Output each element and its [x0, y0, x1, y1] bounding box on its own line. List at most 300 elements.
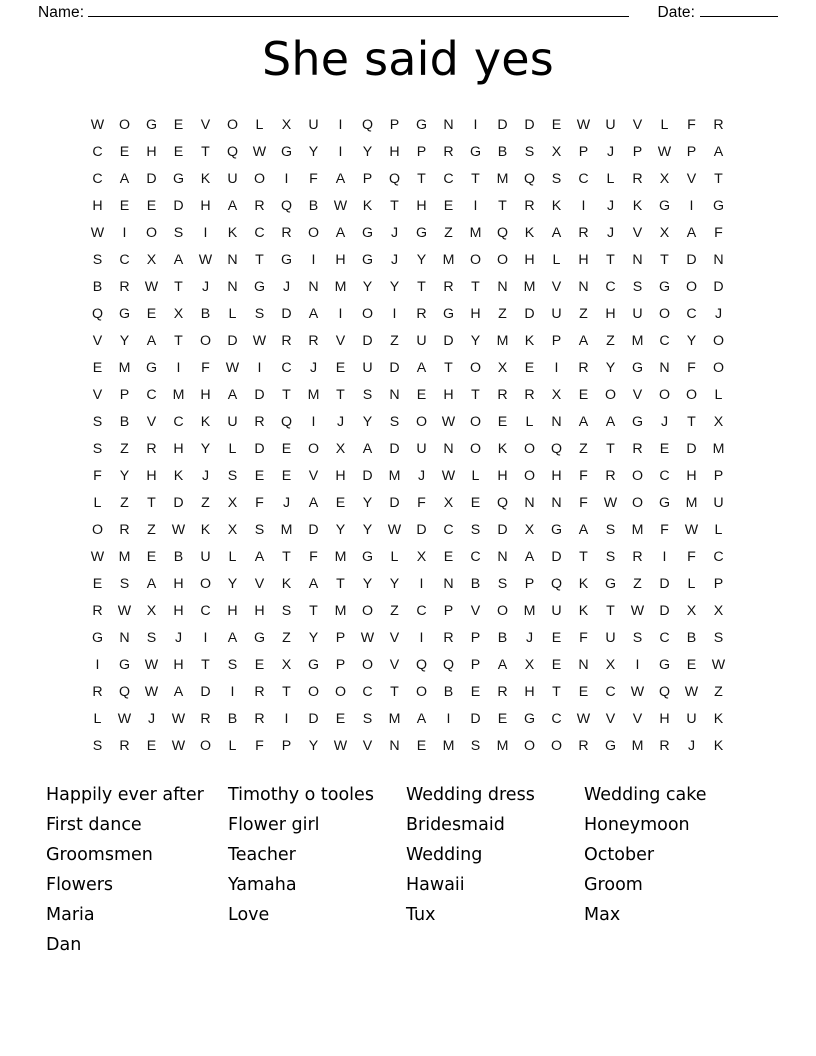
- grid-cell[interactable]: D: [524, 117, 535, 133]
- word-search-grid[interactable]: [84, 112, 732, 760]
- grid-cell[interactable]: C: [605, 684, 616, 700]
- grid-cell[interactable]: Z: [579, 441, 588, 457]
- word-list-item[interactable]: Flowers: [46, 875, 114, 895]
- grid-cell[interactable]: A: [227, 198, 238, 214]
- grid-cell[interactable]: D: [281, 306, 292, 322]
- grid-cell[interactable]: G: [253, 630, 266, 646]
- grid-cell[interactable]: W: [711, 657, 726, 673]
- grid-cell[interactable]: P: [443, 603, 454, 619]
- grid-cell[interactable]: Z: [714, 684, 723, 700]
- grid-cell[interactable]: M: [523, 279, 536, 295]
- grid-cell[interactable]: V: [92, 333, 103, 349]
- grid-cell[interactable]: S: [551, 171, 562, 187]
- grid-cell[interactable]: A: [227, 630, 238, 646]
- grid-cell[interactable]: O: [199, 333, 212, 349]
- word-list-item[interactable]: Dan: [46, 935, 82, 955]
- grid-cell[interactable]: A: [308, 306, 319, 322]
- grid-cell[interactable]: H: [227, 603, 238, 619]
- grid-cell[interactable]: H: [524, 252, 535, 268]
- grid-cell[interactable]: W: [171, 711, 186, 727]
- grid-cell[interactable]: N: [551, 495, 562, 511]
- grid-cell[interactable]: L: [525, 414, 534, 430]
- grid-cell[interactable]: Y: [119, 333, 130, 349]
- grid-cell[interactable]: K: [578, 603, 589, 619]
- grid-cell[interactable]: R: [281, 225, 292, 241]
- grid-cell[interactable]: H: [173, 603, 184, 619]
- grid-cell[interactable]: N: [389, 387, 400, 403]
- grid-cell[interactable]: S: [632, 630, 643, 646]
- grid-cell[interactable]: Z: [120, 495, 129, 511]
- grid-cell[interactable]: A: [551, 225, 562, 241]
- grid-cell[interactable]: A: [686, 225, 697, 241]
- grid-cell[interactable]: W: [441, 414, 456, 430]
- grid-cell[interactable]: W: [252, 144, 267, 160]
- grid-cell[interactable]: H: [173, 657, 184, 673]
- word-list-item[interactable]: Tux: [406, 905, 436, 925]
- grid-cell[interactable]: E: [686, 657, 697, 673]
- grid-cell[interactable]: I: [446, 711, 451, 727]
- grid-cell[interactable]: W: [225, 360, 240, 376]
- grid-cell[interactable]: D: [173, 198, 184, 214]
- grid-cell[interactable]: C: [551, 711, 562, 727]
- grid-cell[interactable]: B: [227, 711, 238, 727]
- grid-cell[interactable]: F: [255, 495, 264, 511]
- word-list-item[interactable]: First dance: [46, 815, 142, 835]
- grid-cell[interactable]: C: [605, 279, 616, 295]
- grid-cell[interactable]: P: [713, 468, 724, 484]
- grid-cell[interactable]: P: [578, 144, 589, 160]
- grid-cell[interactable]: O: [469, 360, 482, 376]
- grid-cell[interactable]: A: [578, 333, 589, 349]
- grid-cell[interactable]: H: [200, 198, 211, 214]
- grid-cell[interactable]: O: [658, 387, 671, 403]
- grid-cell[interactable]: N: [659, 360, 670, 376]
- grid-cell[interactable]: I: [662, 549, 667, 565]
- grid-cell[interactable]: U: [227, 414, 238, 430]
- grid-cell[interactable]: Q: [496, 495, 509, 511]
- grid-cell[interactable]: W: [441, 468, 456, 484]
- grid-cell[interactable]: H: [416, 198, 427, 214]
- grid-cell[interactable]: X: [524, 657, 535, 673]
- grid-cell[interactable]: T: [606, 441, 615, 457]
- grid-cell[interactable]: J: [147, 711, 156, 727]
- grid-cell[interactable]: E: [416, 387, 427, 403]
- grid-cell[interactable]: N: [497, 549, 508, 565]
- grid-cell[interactable]: G: [442, 306, 455, 322]
- grid-cell[interactable]: J: [660, 414, 669, 430]
- grid-cell[interactable]: Q: [523, 171, 536, 187]
- grid-cell[interactable]: H: [605, 306, 616, 322]
- grid-cell[interactable]: E: [524, 360, 535, 376]
- grid-cell[interactable]: R: [416, 306, 427, 322]
- grid-cell[interactable]: C: [146, 387, 157, 403]
- grid-cell[interactable]: O: [523, 468, 536, 484]
- word-list-item[interactable]: Maria: [46, 905, 95, 925]
- grid-cell[interactable]: I: [392, 306, 397, 322]
- grid-cell[interactable]: U: [200, 549, 211, 565]
- grid-cell[interactable]: H: [497, 468, 508, 484]
- grid-cell[interactable]: Z: [282, 630, 291, 646]
- grid-cell[interactable]: S: [92, 441, 103, 457]
- grid-cell[interactable]: D: [308, 522, 319, 538]
- grid-cell[interactable]: I: [230, 684, 235, 700]
- word-list-item[interactable]: Wedding: [406, 845, 483, 865]
- grid-cell[interactable]: F: [579, 468, 588, 484]
- grid-cell[interactable]: P: [470, 657, 481, 673]
- grid-cell[interactable]: P: [362, 171, 373, 187]
- grid-cell[interactable]: M: [118, 549, 131, 565]
- grid-cell[interactable]: H: [443, 387, 454, 403]
- grid-cell[interactable]: T: [309, 603, 318, 619]
- grid-cell[interactable]: T: [660, 252, 669, 268]
- grid-cell[interactable]: L: [714, 522, 723, 538]
- grid-cell[interactable]: C: [200, 603, 211, 619]
- grid-cell[interactable]: S: [227, 468, 238, 484]
- grid-cell[interactable]: D: [443, 333, 454, 349]
- grid-cell[interactable]: C: [578, 171, 589, 187]
- grid-cell[interactable]: T: [282, 684, 291, 700]
- grid-cell[interactable]: S: [389, 414, 400, 430]
- grid-cell[interactable]: W: [630, 684, 645, 700]
- grid-cell[interactable]: O: [631, 468, 644, 484]
- grid-cell[interactable]: S: [254, 522, 265, 538]
- grid-cell[interactable]: V: [362, 738, 373, 754]
- grid-cell[interactable]: G: [469, 144, 482, 160]
- grid-cell[interactable]: H: [524, 684, 535, 700]
- grid-cell[interactable]: P: [335, 630, 346, 646]
- grid-cell[interactable]: W: [171, 522, 186, 538]
- grid-cell[interactable]: X: [146, 252, 157, 268]
- grid-cell[interactable]: M: [712, 441, 725, 457]
- grid-cell[interactable]: G: [361, 549, 374, 565]
- grid-cell[interactable]: H: [551, 468, 562, 484]
- grid-cell[interactable]: A: [605, 414, 616, 430]
- grid-cell[interactable]: X: [524, 522, 535, 538]
- grid-cell[interactable]: Y: [389, 279, 400, 295]
- grid-cell[interactable]: K: [578, 576, 589, 592]
- grid-cell[interactable]: U: [308, 117, 319, 133]
- grid-cell[interactable]: P: [281, 738, 292, 754]
- grid-cell[interactable]: E: [173, 144, 184, 160]
- grid-cell[interactable]: T: [687, 414, 696, 430]
- grid-cell[interactable]: Q: [226, 144, 239, 160]
- grid-cell[interactable]: R: [443, 630, 454, 646]
- grid-cell[interactable]: X: [173, 306, 184, 322]
- grid-cell[interactable]: E: [173, 117, 184, 133]
- grid-cell[interactable]: G: [145, 117, 158, 133]
- grid-cell[interactable]: C: [659, 630, 670, 646]
- grid-cell[interactable]: P: [416, 144, 427, 160]
- grid-cell[interactable]: I: [419, 576, 424, 592]
- grid-cell[interactable]: D: [308, 711, 319, 727]
- grid-cell[interactable]: N: [497, 279, 508, 295]
- grid-cell[interactable]: O: [523, 441, 536, 457]
- grid-cell[interactable]: Q: [496, 225, 509, 241]
- grid-cell[interactable]: G: [307, 657, 320, 673]
- grid-cell[interactable]: F: [309, 171, 318, 187]
- grid-cell[interactable]: Z: [633, 576, 642, 592]
- grid-cell[interactable]: K: [200, 171, 211, 187]
- grid-cell[interactable]: W: [684, 522, 699, 538]
- grid-cell[interactable]: X: [605, 657, 616, 673]
- grid-cell[interactable]: R: [713, 117, 724, 133]
- grid-cell[interactable]: P: [632, 144, 643, 160]
- grid-cell[interactable]: S: [362, 387, 373, 403]
- grid-cell[interactable]: D: [362, 333, 373, 349]
- grid-cell[interactable]: M: [685, 495, 698, 511]
- grid-cell[interactable]: H: [146, 144, 157, 160]
- grid-cell[interactable]: K: [200, 414, 211, 430]
- grid-cell[interactable]: Y: [416, 252, 427, 268]
- grid-cell[interactable]: P: [470, 630, 481, 646]
- grid-cell[interactable]: U: [713, 495, 724, 511]
- grid-cell[interactable]: T: [174, 279, 183, 295]
- word-list-item[interactable]: Yamaha: [228, 875, 297, 895]
- grid-cell[interactable]: R: [443, 144, 454, 160]
- grid-cell[interactable]: N: [119, 630, 130, 646]
- grid-cell[interactable]: L: [714, 387, 723, 403]
- grid-cell[interactable]: M: [334, 549, 347, 565]
- grid-cell[interactable]: G: [361, 252, 374, 268]
- grid-cell[interactable]: V: [551, 279, 562, 295]
- grid-cell[interactable]: J: [201, 468, 210, 484]
- grid-cell[interactable]: N: [578, 657, 589, 673]
- grid-cell[interactable]: Q: [442, 657, 455, 673]
- grid-cell[interactable]: B: [308, 198, 319, 214]
- grid-cell[interactable]: E: [497, 711, 508, 727]
- grid-cell[interactable]: P: [119, 387, 130, 403]
- grid-cell[interactable]: T: [336, 576, 345, 592]
- word-list-item[interactable]: Groom: [584, 875, 643, 895]
- word-list-item[interactable]: Happily ever after: [46, 785, 204, 805]
- grid-cell[interactable]: E: [443, 198, 454, 214]
- grid-cell[interactable]: K: [497, 441, 508, 457]
- grid-cell[interactable]: N: [227, 279, 238, 295]
- grid-cell[interactable]: A: [578, 414, 589, 430]
- grid-cell[interactable]: J: [606, 198, 615, 214]
- grid-cell[interactable]: R: [632, 549, 643, 565]
- grid-cell[interactable]: E: [281, 441, 292, 457]
- grid-cell[interactable]: F: [687, 117, 696, 133]
- word-list-item[interactable]: Bridesmaid: [406, 815, 505, 835]
- grid-cell[interactable]: S: [92, 414, 103, 430]
- grid-cell[interactable]: F: [687, 360, 696, 376]
- grid-cell[interactable]: F: [309, 549, 318, 565]
- grid-cell[interactable]: F: [417, 495, 426, 511]
- grid-cell[interactable]: H: [335, 252, 346, 268]
- grid-cell[interactable]: X: [416, 549, 427, 565]
- grid-cell[interactable]: S: [605, 549, 616, 565]
- grid-cell[interactable]: T: [714, 171, 723, 187]
- grid-cell[interactable]: I: [473, 117, 478, 133]
- grid-cell[interactable]: J: [390, 225, 399, 241]
- grid-cell[interactable]: Y: [605, 360, 616, 376]
- grid-cell[interactable]: V: [632, 387, 643, 403]
- grid-cell[interactable]: D: [659, 576, 670, 592]
- grid-cell[interactable]: O: [658, 306, 671, 322]
- grid-cell[interactable]: G: [91, 630, 104, 646]
- grid-cell[interactable]: A: [146, 576, 157, 592]
- grid-cell[interactable]: A: [173, 252, 184, 268]
- word-list-item[interactable]: Groomsmen: [46, 845, 153, 865]
- grid-cell[interactable]: M: [334, 603, 347, 619]
- grid-cell[interactable]: V: [146, 414, 157, 430]
- grid-cell[interactable]: N: [443, 117, 454, 133]
- grid-cell[interactable]: U: [416, 333, 427, 349]
- grid-cell[interactable]: J: [417, 468, 426, 484]
- grid-cell[interactable]: R: [200, 711, 211, 727]
- grid-cell[interactable]: I: [581, 198, 586, 214]
- grid-cell[interactable]: R: [632, 171, 643, 187]
- grid-cell[interactable]: Z: [147, 522, 156, 538]
- grid-cell[interactable]: M: [388, 711, 401, 727]
- grid-cell[interactable]: E: [551, 630, 562, 646]
- grid-cell[interactable]: J: [174, 630, 183, 646]
- grid-cell[interactable]: O: [685, 387, 698, 403]
- grid-cell[interactable]: N: [578, 279, 589, 295]
- grid-cell[interactable]: V: [308, 468, 319, 484]
- grid-cell[interactable]: F: [201, 360, 210, 376]
- grid-cell[interactable]: O: [469, 414, 482, 430]
- grid-cell[interactable]: P: [524, 576, 535, 592]
- grid-cell[interactable]: V: [605, 711, 616, 727]
- grid-cell[interactable]: O: [469, 252, 482, 268]
- grid-cell[interactable]: S: [92, 252, 103, 268]
- grid-cell[interactable]: R: [497, 684, 508, 700]
- grid-cell[interactable]: E: [254, 468, 265, 484]
- grid-cell[interactable]: E: [92, 576, 103, 592]
- grid-cell[interactable]: W: [576, 711, 591, 727]
- grid-cell[interactable]: D: [227, 333, 238, 349]
- grid-cell[interactable]: V: [389, 630, 400, 646]
- grid-cell[interactable]: T: [201, 144, 210, 160]
- grid-cell[interactable]: T: [498, 198, 507, 214]
- grid-cell[interactable]: L: [660, 117, 669, 133]
- grid-cell[interactable]: K: [713, 711, 724, 727]
- grid-cell[interactable]: S: [146, 630, 157, 646]
- grid-cell[interactable]: E: [335, 495, 346, 511]
- grid-cell[interactable]: P: [713, 576, 724, 592]
- grid-cell[interactable]: Y: [362, 144, 373, 160]
- grid-cell[interactable]: T: [471, 171, 480, 187]
- grid-cell[interactable]: L: [552, 252, 561, 268]
- grid-cell[interactable]: C: [281, 360, 292, 376]
- grid-cell[interactable]: O: [307, 441, 320, 457]
- grid-cell[interactable]: C: [92, 144, 103, 160]
- grid-cell[interactable]: S: [173, 225, 184, 241]
- word-list-item[interactable]: October: [584, 845, 655, 865]
- word-list-item[interactable]: Wedding dress: [406, 785, 535, 805]
- grid-cell[interactable]: X: [227, 495, 238, 511]
- grid-cell[interactable]: H: [659, 711, 670, 727]
- grid-cell[interactable]: R: [578, 738, 589, 754]
- grid-cell[interactable]: M: [442, 738, 455, 754]
- grid-cell[interactable]: Q: [388, 171, 401, 187]
- grid-cell[interactable]: R: [119, 279, 130, 295]
- grid-cell[interactable]: U: [632, 306, 643, 322]
- grid-cell[interactable]: W: [603, 495, 618, 511]
- grid-cell[interactable]: T: [282, 387, 291, 403]
- grid-cell[interactable]: A: [227, 387, 238, 403]
- grid-cell[interactable]: W: [657, 144, 672, 160]
- grid-cell[interactable]: H: [173, 441, 184, 457]
- grid-cell[interactable]: L: [471, 468, 480, 484]
- grid-cell[interactable]: D: [686, 441, 697, 457]
- grid-cell[interactable]: A: [497, 657, 508, 673]
- grid-cell[interactable]: G: [118, 306, 131, 322]
- grid-cell[interactable]: G: [550, 522, 563, 538]
- grid-cell[interactable]: E: [146, 306, 157, 322]
- grid-cell[interactable]: O: [226, 117, 239, 133]
- grid-cell[interactable]: S: [470, 738, 481, 754]
- word-list-item[interactable]: Teacher: [228, 845, 296, 865]
- grid-cell[interactable]: Y: [362, 279, 373, 295]
- grid-cell[interactable]: O: [496, 252, 509, 268]
- grid-cell[interactable]: T: [606, 603, 615, 619]
- grid-cell[interactable]: T: [417, 279, 426, 295]
- grid-cell[interactable]: I: [284, 171, 289, 187]
- grid-cell[interactable]: W: [90, 549, 105, 565]
- grid-cell[interactable]: R: [578, 225, 589, 241]
- grid-cell[interactable]: V: [200, 117, 211, 133]
- grid-cell[interactable]: D: [389, 441, 400, 457]
- grid-cell[interactable]: J: [282, 495, 291, 511]
- grid-cell[interactable]: Y: [362, 495, 373, 511]
- grid-cell[interactable]: Z: [390, 333, 399, 349]
- grid-cell[interactable]: V: [335, 333, 346, 349]
- grid-cell[interactable]: A: [308, 495, 319, 511]
- grid-cell[interactable]: W: [90, 225, 105, 241]
- grid-cell[interactable]: X: [443, 495, 454, 511]
- grid-cell[interactable]: D: [497, 522, 508, 538]
- grid-cell[interactable]: S: [281, 603, 292, 619]
- grid-cell[interactable]: A: [578, 522, 589, 538]
- grid-cell[interactable]: Q: [550, 441, 563, 457]
- word-list-item[interactable]: Max: [584, 905, 621, 925]
- grid-cell[interactable]: U: [605, 630, 616, 646]
- grid-cell[interactable]: L: [93, 495, 102, 511]
- grid-cell[interactable]: W: [387, 522, 402, 538]
- grid-cell[interactable]: O: [685, 279, 698, 295]
- grid-cell[interactable]: O: [91, 522, 104, 538]
- grid-cell[interactable]: I: [284, 711, 289, 727]
- grid-cell[interactable]: Z: [390, 603, 399, 619]
- grid-cell[interactable]: C: [443, 171, 454, 187]
- grid-cell[interactable]: D: [470, 711, 481, 727]
- grid-cell[interactable]: A: [416, 711, 427, 727]
- grid-cell[interactable]: L: [687, 576, 696, 592]
- grid-cell[interactable]: S: [92, 738, 103, 754]
- grid-cell[interactable]: J: [525, 630, 534, 646]
- grid-cell[interactable]: Y: [362, 522, 373, 538]
- grid-cell[interactable]: J: [606, 144, 615, 160]
- grid-cell[interactable]: W: [171, 738, 186, 754]
- grid-cell[interactable]: B: [200, 306, 211, 322]
- grid-cell[interactable]: O: [712, 333, 725, 349]
- grid-cell[interactable]: E: [443, 549, 454, 565]
- grid-cell[interactable]: R: [254, 414, 265, 430]
- grid-cell[interactable]: L: [390, 549, 399, 565]
- grid-cell[interactable]: C: [119, 252, 130, 268]
- grid-cell[interactable]: T: [174, 333, 183, 349]
- grid-cell[interactable]: O: [496, 603, 509, 619]
- grid-cell[interactable]: W: [117, 711, 132, 727]
- grid-cell[interactable]: D: [362, 468, 373, 484]
- grid-cell[interactable]: P: [389, 117, 400, 133]
- grid-cell[interactable]: D: [686, 252, 697, 268]
- grid-cell[interactable]: I: [338, 144, 343, 160]
- grid-cell[interactable]: C: [254, 225, 265, 241]
